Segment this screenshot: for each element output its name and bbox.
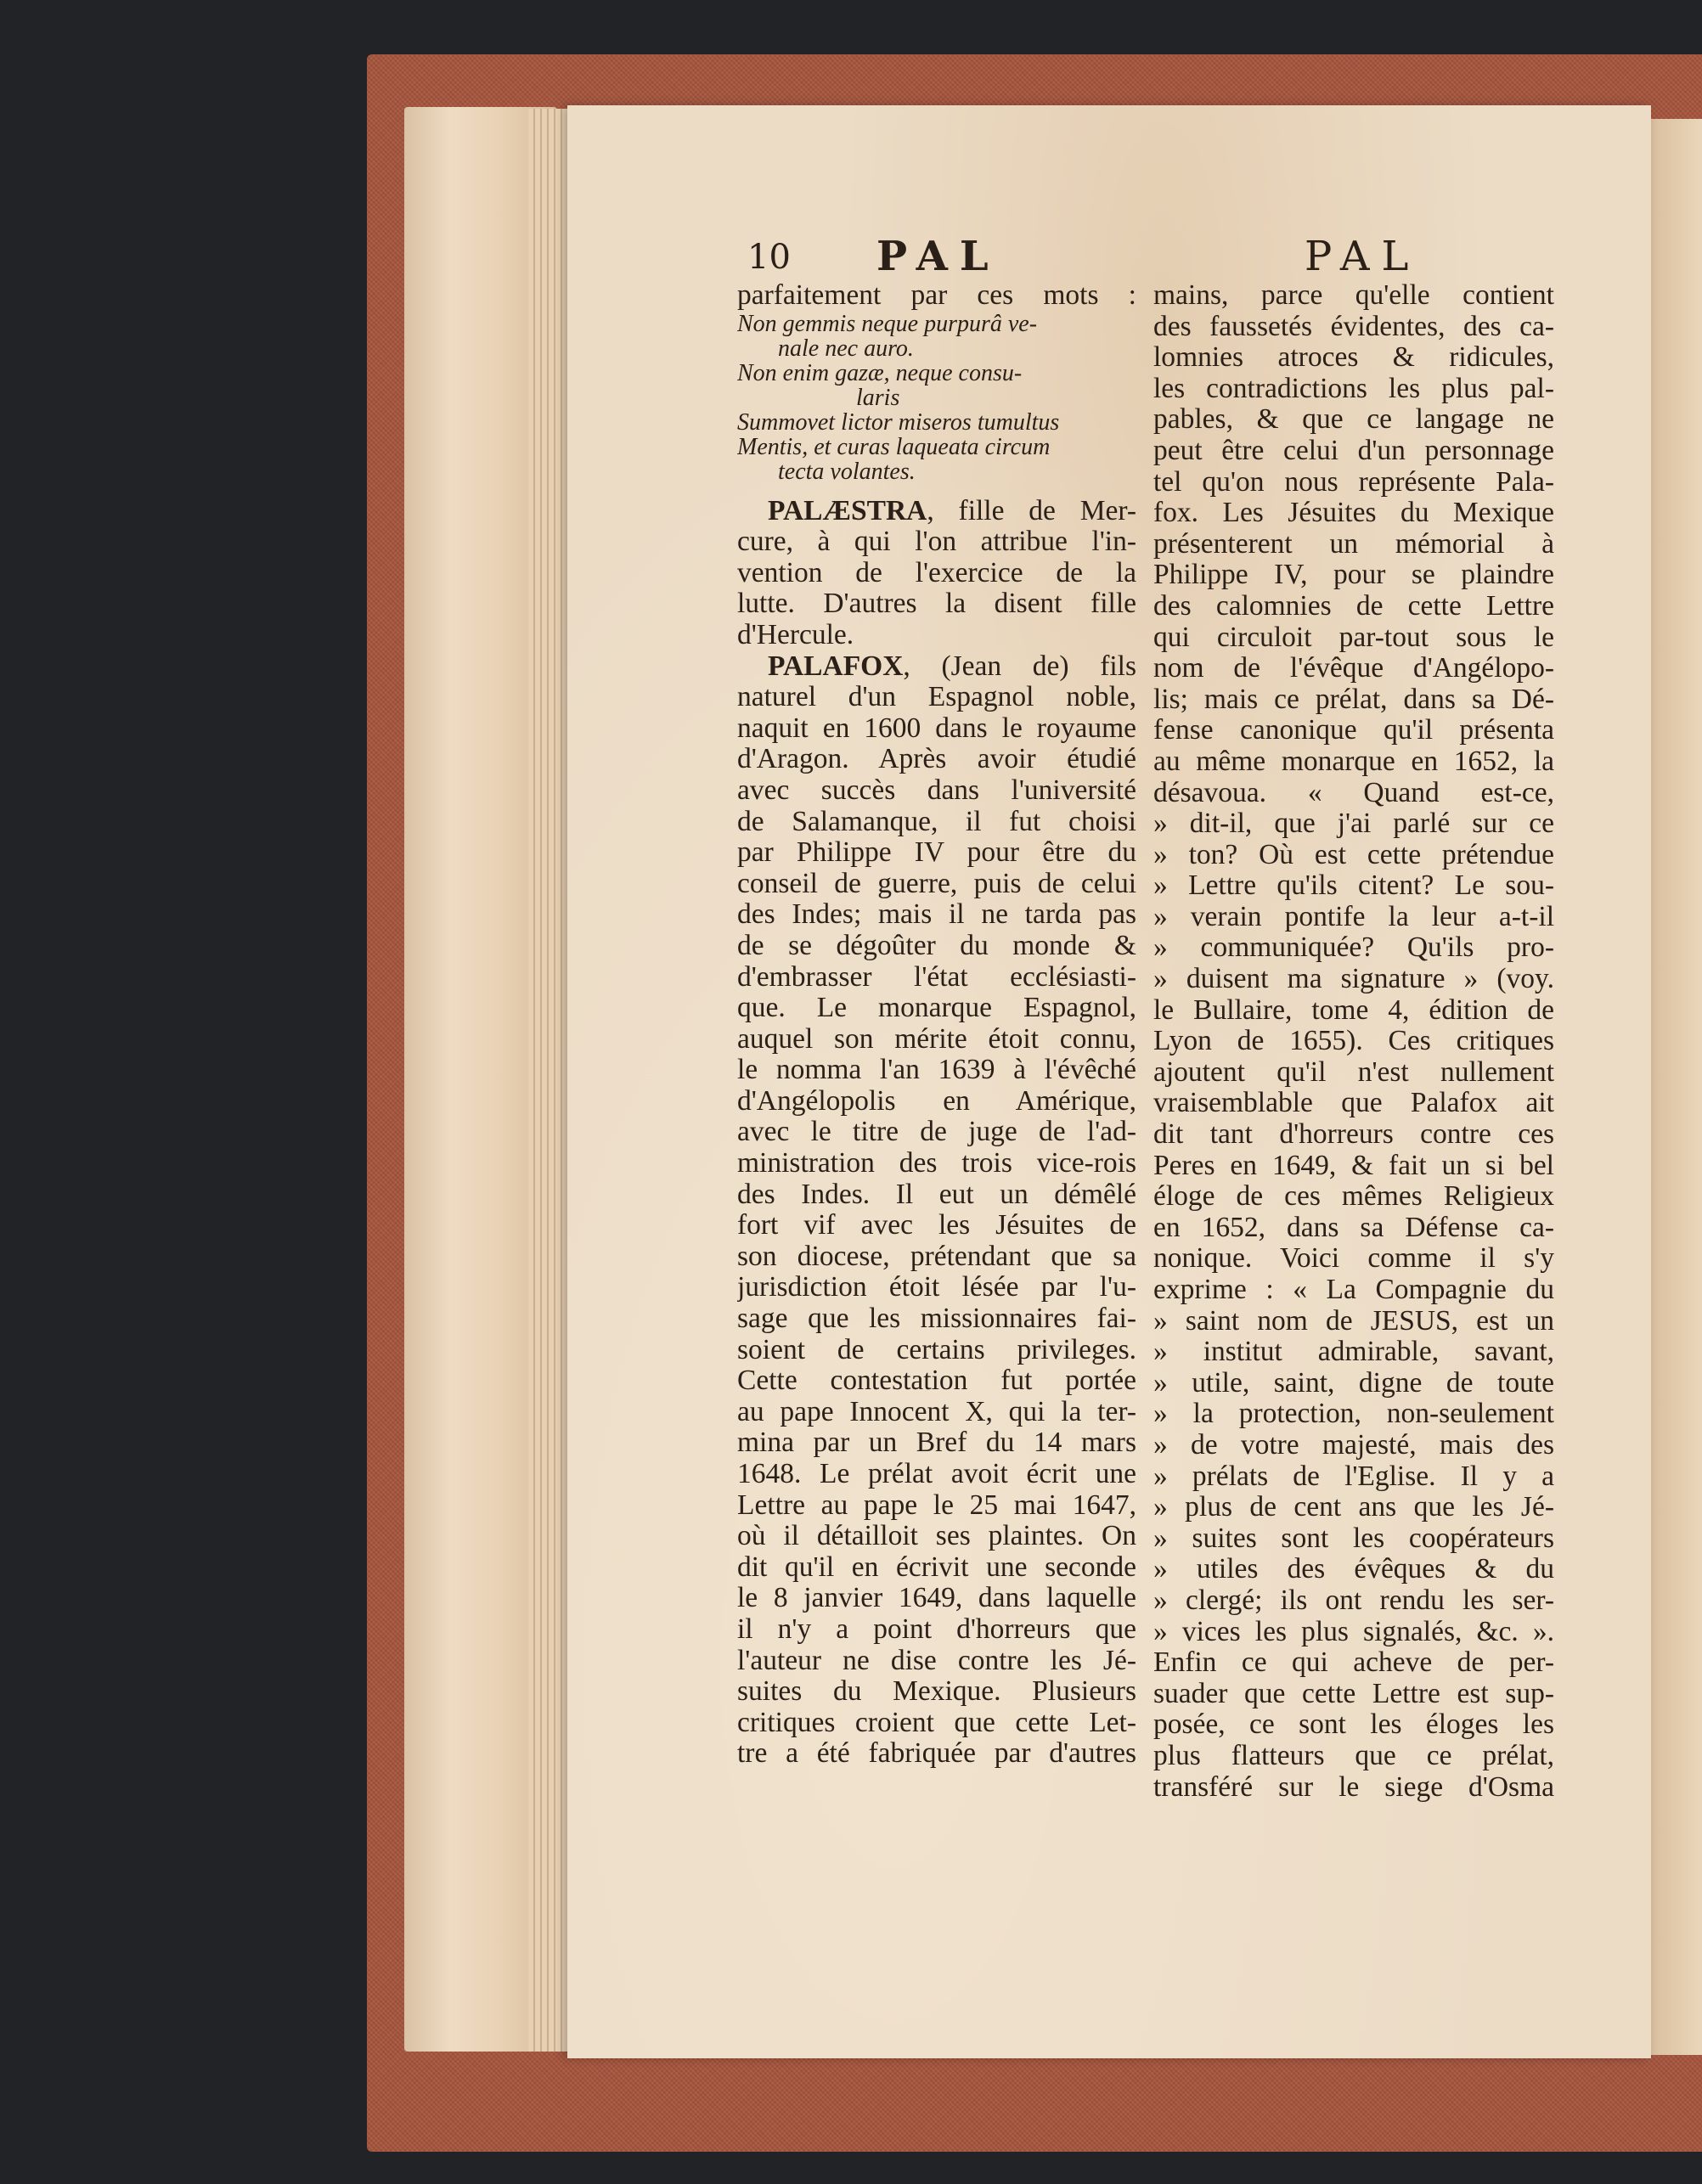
text-line: » dit-il, que j'ai parlé sur ce xyxy=(1153,808,1554,840)
text-line: Philippe IV, pour se plaindre xyxy=(1153,560,1554,591)
text-line: transféré sur le siege d'Osma xyxy=(1153,1771,1554,1803)
text-line: Cette contestation fut portée xyxy=(737,1365,1136,1397)
text-line: suader que cette Lettre est sup- xyxy=(1153,1678,1554,1709)
text-line: nonique. Voici comme il s'y xyxy=(1153,1243,1554,1275)
text-line: au même monarque en 1652, la xyxy=(1153,746,1554,777)
text-line: des Indes. Il eut un démêlé xyxy=(737,1179,1136,1210)
text-line: parfaitement par ces mots : xyxy=(737,280,1136,311)
text-line: » saint nom de JESUS, est un xyxy=(1153,1305,1554,1337)
text-line: » suites sont les coopérateurs xyxy=(1153,1523,1554,1554)
text-line: dit tant d'horreurs contre ces xyxy=(1153,1119,1554,1151)
text-line: tel qu'on nous représente Pala- xyxy=(1153,466,1554,498)
text-line: mains, parce qu'elle contient xyxy=(1153,280,1554,311)
text-line: d'Aragon. Après avoir étudié xyxy=(737,744,1136,775)
text-line: dit qu'il en écrivit une seconde xyxy=(737,1551,1136,1583)
text-line: il n'y a point d'horreurs que xyxy=(737,1613,1136,1645)
entry-headword: PALÆSTRA xyxy=(768,495,927,526)
text-line: de se dégoûter du monde & xyxy=(737,930,1136,961)
text-line: par Philippe IV pour être du xyxy=(737,837,1136,869)
right-running-head: PAL xyxy=(1305,233,1421,280)
text-line: » clergé; ils ont rendu les ser- xyxy=(1153,1585,1554,1616)
text-line: tre a été fabriquée par d'autres xyxy=(737,1738,1136,1770)
verse-line: Mentis, et curas laqueata circum xyxy=(737,434,1051,459)
text-line: au pape Innocent X, qui la ter- xyxy=(737,1396,1136,1427)
text-line: Enfin ce qui acheve de per- xyxy=(1153,1647,1554,1679)
verse-line: Summovet lictor miseros tumultus xyxy=(737,409,1060,435)
text-line: exprime : « La Compagnie du xyxy=(1153,1275,1554,1305)
page-number: 10 xyxy=(747,238,791,277)
book-page xyxy=(567,105,1651,2058)
verse-line: Non gemmis neque purpurâ ve- xyxy=(737,311,1038,336)
text-line: désavoua. « Quand est-ce, xyxy=(1153,777,1554,808)
text-line: peut être celui d'un personnage xyxy=(1153,435,1554,466)
text-line: le 8 janvier 1649, dans laquelle xyxy=(737,1583,1136,1614)
text-line: » ton? Où est cette prétendue xyxy=(1153,839,1554,870)
text-line: conseil de guerre, puis de celui xyxy=(737,868,1136,899)
text-line: que. Le monarque Espagnol, xyxy=(737,993,1136,1024)
text-line: » prélats de l'Eglise. Il y a xyxy=(1153,1461,1554,1492)
text-line: vraisemblable que Palafox ait xyxy=(1153,1088,1554,1119)
text-line: les contradictions les plus pal- xyxy=(1153,373,1554,404)
verse-line: tecta volantes. xyxy=(778,459,916,484)
text-line: 1648. Le prélat avoit écrit une xyxy=(737,1459,1136,1489)
left-column xyxy=(737,280,1136,1770)
text-line: fense canonique qu'il présenta xyxy=(1153,715,1554,746)
text-line: d'Hercule. xyxy=(737,619,854,650)
text-line: suites du Mexique. Plusieurs xyxy=(737,1676,1136,1708)
text-line: des Indes; mais il ne tarda pas xyxy=(737,899,1136,931)
text-line: Lyon de 1655). Ces critiques xyxy=(1153,1026,1554,1057)
text-line: présenterent un mémorial à xyxy=(1153,528,1554,560)
text-line: fort vif avec les Jésuites de xyxy=(737,1210,1136,1241)
text-line: d'embrasser l'état ecclésiasti- xyxy=(737,961,1136,993)
text-line: » la protection, non-seulement xyxy=(1153,1399,1554,1430)
text-line: Peres en 1649, & fait un si bel xyxy=(1153,1150,1554,1181)
text-line: lis; mais ce prélat, dans sa Dé- xyxy=(1153,684,1554,715)
text-line: » de votre majesté, mais des xyxy=(1153,1429,1554,1461)
text-line: pables, & que ce langage ne xyxy=(1153,404,1554,436)
text-line: avec le titre de juge de l'ad- xyxy=(737,1117,1136,1148)
text-line: des faussetés évidentes, des ca- xyxy=(1153,311,1554,342)
text-line: » duisent ma signature » (voy. xyxy=(1153,964,1554,995)
entry-heading-line: PALÆSTRA, fille de Mer- xyxy=(768,495,1136,526)
text-line: mina par un Bref du 14 mars xyxy=(737,1427,1136,1459)
text-line: » utiles des évêques & du xyxy=(1153,1554,1554,1585)
text-line: l'auteur ne dise contre les Jé- xyxy=(737,1645,1136,1676)
text-line: sage que les missionnaires fai- xyxy=(737,1303,1136,1335)
text-line: où il détailloit ses plaintes. On xyxy=(737,1521,1136,1552)
text-line: des calomnies de cette Lettre xyxy=(1153,590,1554,622)
text-line: lomnies atroces & ridicules, xyxy=(1153,342,1554,374)
text-line: » vices les plus signalés, &c. ». xyxy=(1153,1616,1554,1647)
text-line: le nomma l'an 1639 à l'évêché xyxy=(737,1055,1136,1086)
text-line: ajoutent qu'il n'est nullement xyxy=(1153,1056,1554,1088)
text-line: cure, à qui l'on attribue l'in- xyxy=(737,526,1136,558)
text-line: éloge de ces mêmes Religieux xyxy=(1153,1181,1554,1213)
entry-headword: PALAFOX xyxy=(768,650,904,682)
text-line: Lettre au pape le 25 mai 1647, xyxy=(737,1489,1136,1521)
text-line: soient de certains privileges. xyxy=(737,1334,1136,1365)
text-line: jurisdiction étoit lésée par l'u- xyxy=(737,1272,1136,1303)
text-line: son diocese, prétendant que sa xyxy=(737,1241,1136,1272)
text-line: nom de l'évêque d'Angélopo- xyxy=(1153,653,1554,684)
entry-heading-line: PALAFOX, (Jean de) fils xyxy=(768,650,1136,682)
text-line: d'Angélopolis en Amérique, xyxy=(737,1085,1136,1117)
text-line: naturel d'un Espagnol noble, xyxy=(737,682,1136,713)
text-line: qui circuloit par-tout sous le xyxy=(1153,622,1554,653)
page-edges xyxy=(528,109,572,2052)
text-line: » plus de cent ans que les Jé- xyxy=(1153,1492,1554,1523)
left-running-head: PAL xyxy=(876,233,1000,280)
paragraph-gap xyxy=(737,484,1136,496)
text-line: en 1652, dans sa Défense ca- xyxy=(1153,1212,1554,1243)
text-line: » institut admirable, savant, xyxy=(1153,1337,1554,1368)
text-line: posée, ce sont les éloges les xyxy=(1153,1709,1554,1741)
text-line: » communiquée? Qu'ils pro- xyxy=(1153,932,1554,964)
facing-page-edge xyxy=(1651,119,1702,2055)
text-line: » Lettre qu'ils citent? Le sou- xyxy=(1153,870,1554,902)
text-line: fox. Les Jésuites du Mexique xyxy=(1153,498,1554,529)
verse-line: laris xyxy=(856,385,900,410)
verse-line: nale nec auro. xyxy=(778,335,914,361)
text-line: avec succès dans l'université xyxy=(737,774,1136,806)
text-line: le Bullaire, tome 4, édition de xyxy=(1153,994,1554,1026)
text-line: naquit en 1600 dans le royaume xyxy=(737,712,1136,744)
text-line: plus flatteurs que ce prélat, xyxy=(1153,1740,1554,1771)
text-line: auquel son mérite étoit connu, xyxy=(737,1023,1136,1055)
text-line: » utile, saint, digne de toute xyxy=(1153,1367,1554,1399)
text-line: lutte. D'autres la disent fille xyxy=(737,588,1136,620)
text-line: » verain pontife la leur a-t-il xyxy=(1153,901,1554,932)
text-line: vention de l'exercice de la xyxy=(737,557,1136,588)
text-line: de Salamanque, il fut choisi xyxy=(737,806,1136,837)
text-line: ministration des trois vice-rois xyxy=(737,1148,1136,1179)
text-line: critiques croient que cette Let- xyxy=(737,1707,1136,1738)
right-column xyxy=(1153,280,1554,1803)
verse-line: Non enim gazæ, neque consu- xyxy=(737,360,1023,386)
